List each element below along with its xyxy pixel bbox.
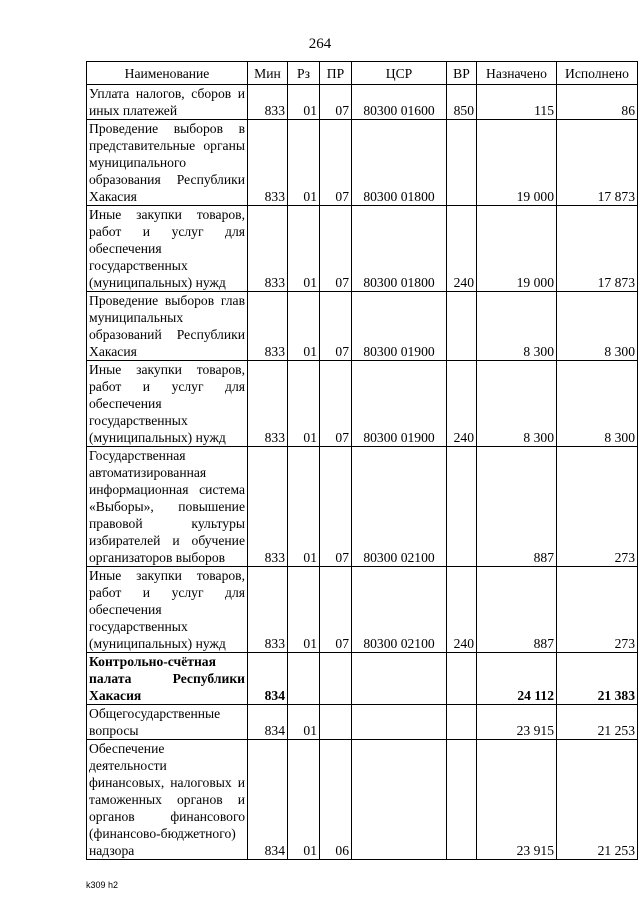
cell-executed: 17 873	[557, 206, 638, 292]
cell-vr: 240	[447, 206, 477, 292]
table-row	[87, 653, 638, 705]
cell-assigned: 887	[477, 567, 557, 653]
cell-csr	[352, 740, 447, 860]
footer-code: k309 h2	[86, 880, 119, 890]
cell-rz	[288, 653, 320, 705]
cell-executed: 86	[557, 85, 638, 120]
cell-csr: 80300 01900	[352, 292, 447, 361]
cell-assigned: 19 000	[477, 120, 557, 206]
cell-name: Иные закупки товаров, работ и услуг для обеспечения государственных (муниципальных) нужд	[87, 361, 248, 447]
table-row	[87, 567, 638, 653]
header-csr: ЦСР	[352, 62, 447, 85]
header-vr: ВР	[447, 62, 477, 85]
cell-name: Контрольно-счётная палата Республики Хакасия	[87, 653, 248, 705]
cell-csr: 80300 01800	[352, 206, 447, 292]
cell-min: 833	[248, 292, 288, 361]
header-pr: ПР	[320, 62, 352, 85]
cell-vr	[447, 447, 477, 567]
table-row	[87, 740, 638, 860]
cell-vr	[447, 705, 477, 740]
cell-name: Уплата налогов, сборов и иных платежей	[87, 85, 248, 120]
cell-rz: 01	[288, 567, 320, 653]
cell-min: 834	[248, 740, 288, 860]
cell-csr: 80300 02100	[352, 447, 447, 567]
cell-csr: 80300 01800	[352, 120, 447, 206]
cell-min: 834	[248, 705, 288, 740]
table-row	[87, 206, 638, 292]
cell-name: Проведение выборов глав муниципальных образований Республики Хакасия	[87, 292, 248, 361]
header-name: Наименование	[87, 62, 248, 85]
cell-pr: 06	[320, 740, 352, 860]
cell-min: 833	[248, 567, 288, 653]
cell-pr: 07	[320, 206, 352, 292]
cell-rz: 01	[288, 292, 320, 361]
budget-table	[86, 61, 638, 860]
cell-rz: 01	[288, 447, 320, 567]
cell-csr	[352, 705, 447, 740]
cell-pr: 07	[320, 447, 352, 567]
table-row	[87, 292, 638, 361]
cell-min: 833	[248, 447, 288, 567]
page-number: 264	[308, 36, 332, 52]
cell-pr	[320, 705, 352, 740]
table-row	[87, 447, 638, 567]
cell-rz: 01	[288, 85, 320, 120]
cell-assigned: 115	[477, 85, 557, 120]
cell-assigned: 23 915	[477, 740, 557, 860]
cell-pr: 07	[320, 85, 352, 120]
cell-min: 833	[248, 361, 288, 447]
cell-pr: 07	[320, 361, 352, 447]
cell-executed: 273	[557, 447, 638, 567]
table-header-row	[87, 62, 638, 85]
header-executed: Исполнено	[557, 62, 638, 85]
header-min: Мин	[248, 62, 288, 85]
cell-executed: 21 253	[557, 705, 638, 740]
cell-min: 833	[248, 120, 288, 206]
cell-pr: 07	[320, 292, 352, 361]
cell-assigned: 23 915	[477, 705, 557, 740]
cell-csr: 80300 01900	[352, 361, 447, 447]
cell-name: Проведение выборов в представительные органы муниципального образования Республики Хакасия	[87, 120, 248, 206]
cell-assigned: 24 112	[477, 653, 557, 705]
cell-name: Государственная автоматизированная информационная система «Выборы», повышение правовой культуры избирателей и обучение организаторов выборов	[87, 447, 248, 567]
cell-csr: 80300 02100	[352, 567, 447, 653]
cell-rz: 01	[288, 361, 320, 447]
header-rz: Рз	[288, 62, 320, 85]
table-row	[87, 705, 638, 740]
cell-executed: 21 253	[557, 740, 638, 860]
cell-min: 833	[248, 206, 288, 292]
cell-name: Иные закупки товаров, работ и услуг для обеспечения государственных (муниципальных) нужд	[87, 567, 248, 653]
cell-vr	[447, 120, 477, 206]
table-row	[87, 361, 638, 447]
cell-pr: 07	[320, 567, 352, 653]
cell-name: Обеспечение деятельности финансовых, налоговых и таможенных органов и органов финансового (финансово-бюджетного) надзора	[87, 740, 248, 860]
cell-executed: 17 873	[557, 120, 638, 206]
cell-name: Общегосударственные вопросы	[87, 705, 248, 740]
cell-rz: 01	[288, 740, 320, 860]
cell-csr: 80300 01600	[352, 85, 447, 120]
cell-csr	[352, 653, 447, 705]
cell-executed: 8 300	[557, 292, 638, 361]
table-row	[87, 85, 638, 120]
cell-executed: 21 383	[557, 653, 638, 705]
cell-vr	[447, 740, 477, 860]
cell-assigned: 19 000	[477, 206, 557, 292]
cell-vr: 240	[447, 567, 477, 653]
header-assigned: Назначено	[477, 62, 557, 85]
cell-assigned: 8 300	[477, 361, 557, 447]
cell-vr	[447, 653, 477, 705]
cell-vr: 850	[447, 85, 477, 120]
cell-vr	[447, 292, 477, 361]
cell-pr	[320, 653, 352, 705]
cell-name: Иные закупки товаров, работ и услуг для обеспечения государственных (муниципальных) нужд	[87, 206, 248, 292]
cell-assigned: 887	[477, 447, 557, 567]
cell-pr: 07	[320, 120, 352, 206]
cell-executed: 8 300	[557, 361, 638, 447]
cell-rz: 01	[288, 705, 320, 740]
table-row	[87, 120, 638, 206]
cell-executed: 273	[557, 567, 638, 653]
cell-assigned: 8 300	[477, 292, 557, 361]
cell-rz: 01	[288, 120, 320, 206]
cell-min: 833	[248, 85, 288, 120]
cell-min: 834	[248, 653, 288, 705]
cell-vr: 240	[447, 361, 477, 447]
cell-rz: 01	[288, 206, 320, 292]
